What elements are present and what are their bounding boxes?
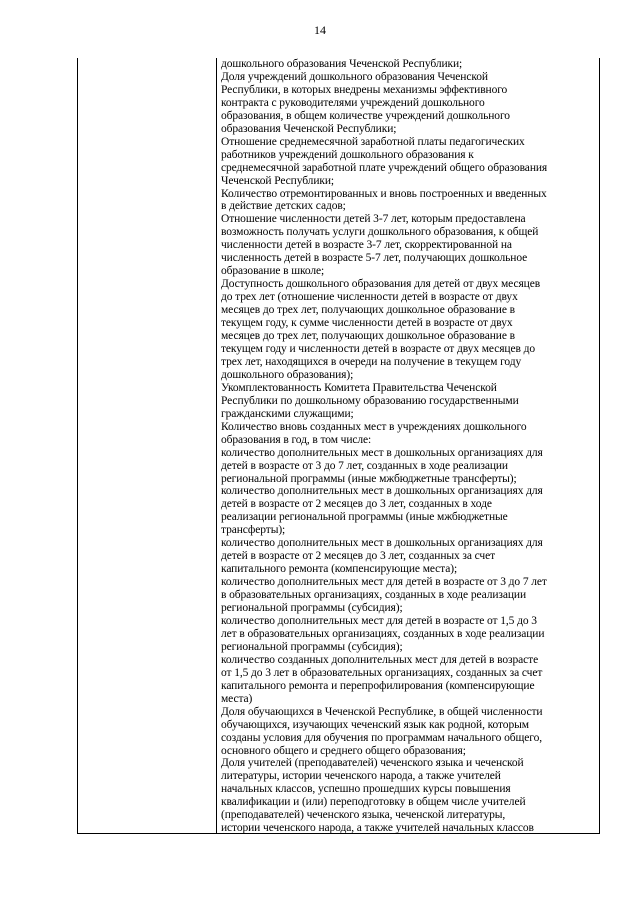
text-line: обучающихся, изучающих чеченский язык как родной, которым [221, 718, 529, 731]
document-table [77, 58, 600, 834]
text-line: Доля учреждений дошкольного образования Чеченской [221, 70, 488, 83]
text-line: количество дополнительных мест для детей в возрасте от 3 до 7 лет [221, 576, 547, 589]
text-line: начальных классов, успешно прошедших курсы повышения [221, 783, 511, 796]
text-line: реализации региональной программы (иные мжбюджетные [221, 511, 508, 524]
text-line: литературы, истории чеченского народа, а также учителей [221, 770, 501, 783]
text-line: образования, в общем количестве учреждений дошкольного [221, 109, 510, 122]
text-line: Доля обучающихся в Чеченской Республике, в общей численности [221, 705, 543, 718]
text-line: Республики, в которых внедрены механизмы эффективного [221, 83, 508, 96]
text-line: трех лет, находящихся в очереди на получение в текущем году [221, 355, 522, 368]
text-line: места) [221, 692, 253, 705]
text-line: Доступность дошкольного образования для детей от двух месяцев [221, 278, 541, 291]
text-line: Доля учителей (преподавателей) чеченского языка и чеченской [221, 757, 524, 770]
text-line: месяцев до трех лет, получающих дошкольное образование в [221, 330, 515, 343]
text-line: лет в образовательных организациях, созданных в ходе реализации [221, 627, 545, 640]
text-line: Укомплектованность Комитета Правительства Чеченской [221, 381, 497, 394]
text-line: дошкольного образования); [221, 368, 354, 381]
text-line: Количество отремонтированных и вновь построенных и введенных [221, 187, 547, 200]
text-line: до трех лет (отношение численности детей в возрасте от двух [221, 291, 518, 304]
text-line: образования в год, в том числе: [221, 433, 372, 446]
text-line: региональной программы (субсидия); [221, 640, 403, 653]
text-line: количество дополнительных мест в дошкольных организациях для [221, 537, 543, 550]
text-line: численность детей в возрасте 5-7 лет, получающих дошкольное [221, 252, 528, 265]
text-line: детей в возрасте от 2 месяцев до 3 лет, созданных в ходе [221, 498, 492, 511]
text-line: региональной программы (иные мжбюджетные трансферты); [221, 472, 517, 485]
text-line: количество созданных дополнительных мест для детей в возрасте [221, 653, 539, 666]
text-line: количество дополнительных мест для детей в возрасте от 1,5 до 3 [221, 614, 537, 627]
text-line: региональной программы (субсидия); [221, 602, 403, 615]
text-line: основного общего и среднего общего образования; [221, 744, 466, 757]
page-number: 14 [314, 23, 326, 37]
text-line: квалификации и (или) переподготовку в общем числе учителей [221, 796, 526, 809]
text-line: количество дополнительных мест в дошкольных организациях для [221, 446, 543, 459]
text-line: Количество вновь созданных мест в учреждениях дошкольного [221, 420, 527, 433]
text-line: истории чеченского народа, а также учителей начальных классов [221, 822, 534, 835]
text-line: капитального ремонта (компенсирующие места); [221, 563, 458, 576]
text-line: детей в возрасте от 2 месяцев до 3 лет, созданных за счет [221, 550, 496, 563]
text-line: капитального ремонта и перепрофилирования (компенсирующие [221, 679, 535, 692]
text-line: трансферты); [221, 524, 286, 537]
text-line: работников учреждений дошкольного образования к [221, 148, 474, 161]
text-line: образование в школе; [221, 265, 325, 278]
text-line: среднемесячной заработной плате учреждений общего образования [221, 161, 548, 174]
text-line: детей в возрасте от 3 до 7 лет, созданных в ходе реализации [221, 459, 508, 472]
text-line: возможность получать услуги дошкольного образования, к общей [221, 226, 539, 239]
text-line: гражданскими служащими; [221, 407, 354, 420]
text-line: Республики по дошкольному образованию государственными [221, 394, 519, 407]
text-line: (преподавателей) чеченского языка, чеченской литературы, [221, 809, 506, 822]
text-line: в образовательных организациях, созданных в ходе реализации [221, 589, 527, 602]
text-line: текущем году и численности детей в возрасте от двух месяцев до [221, 342, 535, 355]
text-line: контракта с руководителями учреждений дошкольного [221, 96, 485, 109]
text-line: Отношение среднемесячной заработной платы педагогических [221, 135, 525, 148]
text-line: текущем году, к сумме численности детей в возрасте от двух [221, 317, 513, 330]
indicators-cell [221, 58, 595, 835]
text-line: месяцев до трех лет, получающих дошкольное образование в [221, 304, 515, 317]
text-line: от 1,5 до 3 лет в образовательных организациях, созданных за счет [221, 666, 543, 679]
text-line: количество дополнительных мест в дошкольных организациях для [221, 485, 543, 498]
table-column-divider [216, 58, 217, 833]
text-line: Чеченской Республики; [221, 174, 335, 187]
text-line: Отношение численности детей 3-7 лет, которым предоставлена [221, 213, 526, 226]
text-line: созданы условия для обучения по программам начального общего, [221, 731, 543, 744]
text-line: дошкольного образования Чеченской Республики; [221, 58, 463, 70]
text-line: в действие детских садов; [221, 200, 346, 213]
text-line: образования Чеченской Республики; [221, 122, 397, 135]
text-line: численности детей в возрасте 3-7 лет, скорректированной на [221, 239, 512, 252]
